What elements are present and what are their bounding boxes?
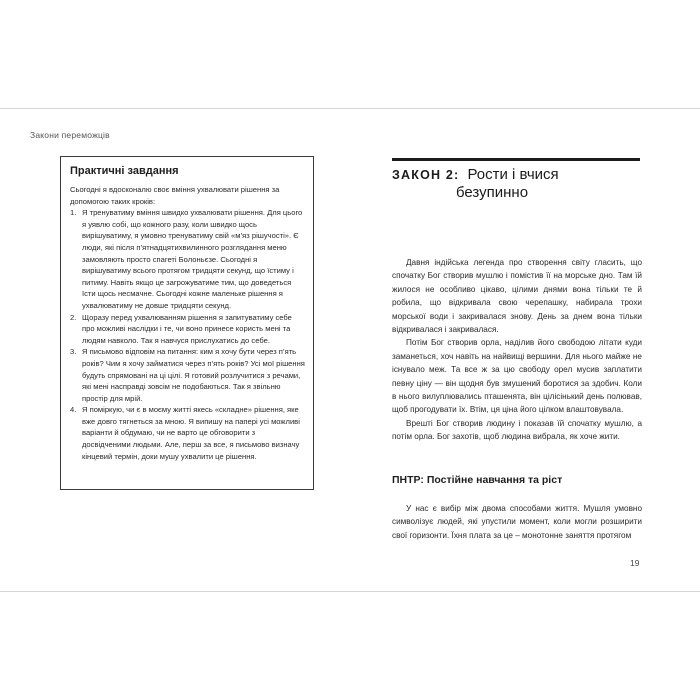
box-intro: Сьогодні я вдосконалю своє вміння ухвалювати рішення за допомогою таких кроків: <box>70 185 280 206</box>
task-number: 2. <box>70 312 77 322</box>
heading-rule <box>392 158 640 161</box>
box-title: Практичні завдання <box>70 165 179 177</box>
sub-heading: ПНТР: Постійне навчання та ріст <box>392 474 563 486</box>
task-item <box>70 207 305 311</box>
task-text: Я поміркую, чи є в моєму житті якесь «складне» рішення, яке вже довго тягнеться за мною. Я випишу на папері усі можливі варіанти й обдумаю, чи не варто це обговорити з досвідченими людьми. Але, перш за все, я письмово визначу кінцевий термін, доки мушу ухвалити це рішення. <box>82 405 300 461</box>
task-item <box>70 312 305 347</box>
law-title: Рости і вчися <box>467 166 559 183</box>
page-number: 19 <box>630 558 640 568</box>
task-text: Я письмово відповім на питання: ким я хочу бути через п’ять років? Чим я хочу займатися через п’ять років? Усі мої рішення будуть спрямовані на ці цілі. Я готовий розлучитися з речами, які мені насправді зовсім не подобаються. Так я звільню простір для мрій. <box>82 347 305 403</box>
task-number: 1. <box>70 208 77 218</box>
body-text-continued <box>392 502 642 542</box>
body-text <box>392 256 642 444</box>
task-item <box>70 346 305 404</box>
running-head: Закони переможців <box>30 130 110 140</box>
task-number: 4. <box>70 405 77 415</box>
paragraph: Врешті Бог створив людину і показав їй спочатку мушлю, а потім орла. Бог захотів, щоб людина вибрала, як хоче жити. <box>392 418 642 442</box>
paragraph: Давня індійська легенда про створення світу гласить, що спочатку Бог створив мушлю і помістив її на морське дно. Там їй жилося не особливо цікаво, цілими днями вона тільки те й робила, що відкривала свою черепашку, набирала трохи морської води і закривалася знову. День за днем вона тільки відкривалася і закривалася. <box>392 258 642 335</box>
task-list <box>70 207 305 462</box>
paragraph: Потім Бог створив орла, наділив його свободою літати куди заманеться, хоч навіть на найвищі вершини. Для нього майже не існувало меж. Та все ж за цю свободу орел мусив заплатити певну ціну — він щодня був змушений боротися за здобич. Коли в нього вилуплювались пташенята, він цілісінький день полював, щоб прогодувати їх. Втім, ця ціна його цілком влаштовувала. <box>392 338 642 415</box>
task-item <box>70 404 305 462</box>
paragraph: У нас є вибір між двома способами життя. Мушля умовно символізує людей, які упустили момент, коли могли розширити свої горизонти. Їхня плата за це – монотонне заняття протягом <box>392 504 642 540</box>
law-heading <box>392 166 642 202</box>
task-text: Щоразу перед ухвалюванням рішення я запитуватиму себе про можливі наслідки і те, чи воно принесе користь мені та людям навколо. Так я навчуся прислухатись до себе. <box>82 312 292 345</box>
law-title-cont: безупинно <box>456 184 529 201</box>
practical-tasks-box <box>60 156 314 490</box>
task-text: Я тренуватиму вміння швидко ухвалювати рішення. Для цього я уявлю собі, що кожного разу, коли швидко щось вирішуватиму, я умовно тренуватиму свій «м’яз рішучості». Є люди, які після п’ятнадцятихвилинного розглядання меню замовляють просто спагеті Болоньєзе. Сьогодні я вирішуватиму всього протягом тридцяти секунд, що їстиму і питиму. Навіть якщо це загрожуватиме тим, що доведеться їсти щось несмачне. Сьогодні кожне маленьке рішення я ухвалюватиму не довше тридцяти секунд. <box>82 208 303 310</box>
task-number: 3. <box>70 347 77 357</box>
law-label: ЗАКОН 2: <box>392 168 460 182</box>
